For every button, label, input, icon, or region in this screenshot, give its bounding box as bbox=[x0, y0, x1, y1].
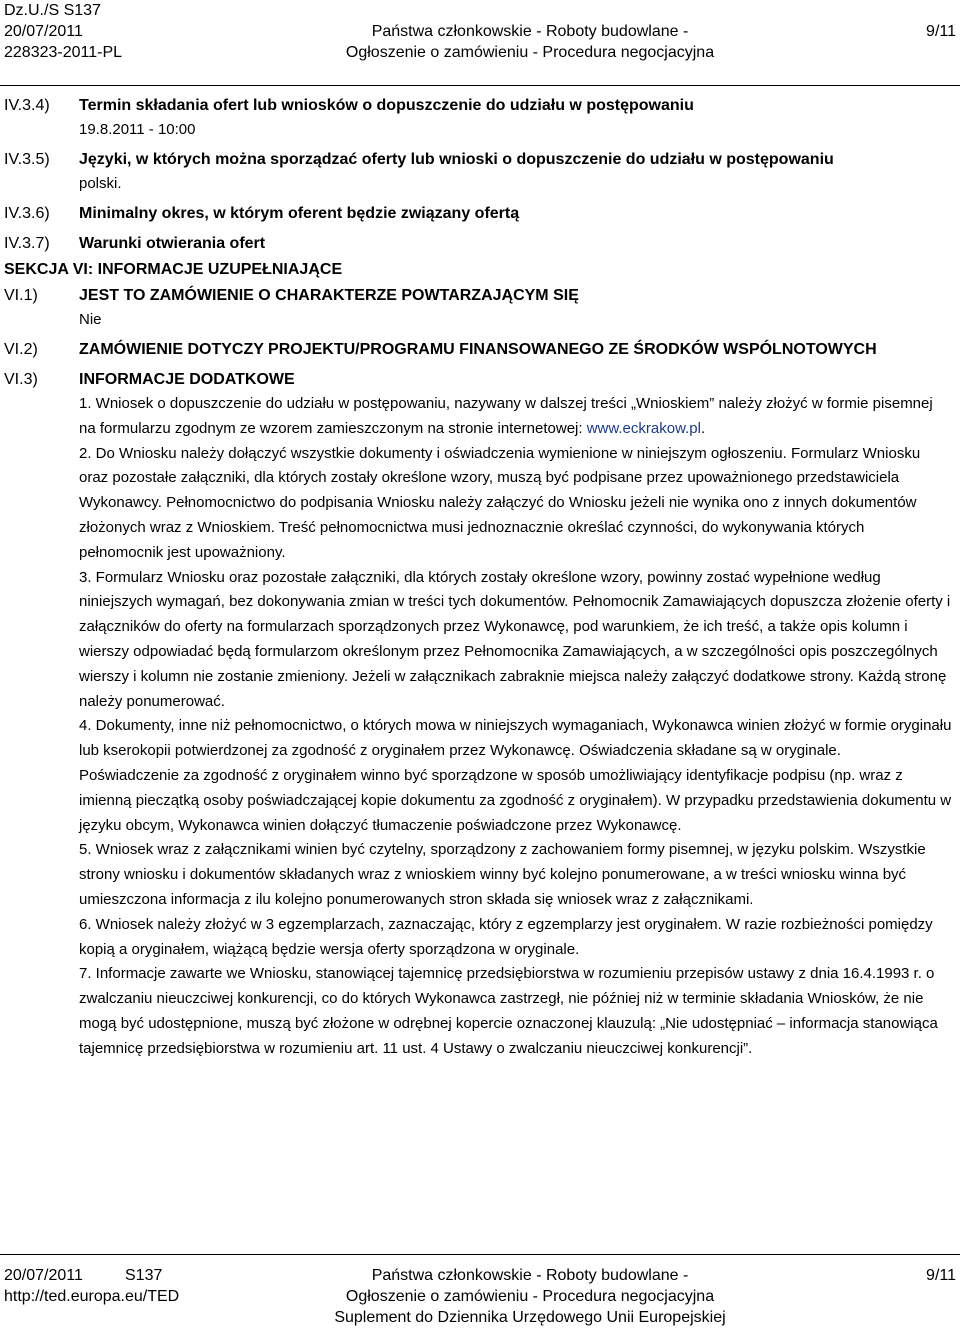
item-vi-2 bbox=[0, 338, 960, 362]
footer-procedure: Ogłoszenie o zamówieniu - Procedura negocjacyjna bbox=[345, 1288, 715, 1305]
paragraph-6: 6. Wniosek należy złożyć w 3 egzemplarzach, zaznaczając, który z egzemplarzy jest oryginałem. W razie rozbieżności pomiędzy kopią a oryginałem, wiążącą będzie wersja oferty sporządzona w oryginale. bbox=[79, 915, 933, 958]
item-number: VI.1) bbox=[4, 287, 38, 304]
header-left bbox=[4, 0, 122, 63]
paragraph-4: 4. Dokumenty, inne niż pełnomocnictwo, o których mowa w niniejszych wymaganiach, Wykonawca winien złożyć w formie oryginału lub kserokopii potwierdzonej za zgodność z oryginałem przez Wykonawcę. Oświadczenia składane są w oryginale. bbox=[79, 717, 952, 760]
header-divider bbox=[0, 85, 960, 86]
additional-info-text bbox=[79, 392, 952, 1062]
item-iv-3-5 bbox=[0, 148, 960, 196]
item-vi-3 bbox=[0, 368, 960, 1062]
section-title: SEKCJA VI: INFORMACJE UZUPEŁNIAJĄCE bbox=[4, 261, 343, 278]
item-iv-3-4 bbox=[0, 94, 960, 142]
item-iv-3-6 bbox=[0, 202, 960, 226]
footer-center bbox=[330, 1265, 730, 1328]
header-right bbox=[926, 0, 956, 42]
header-procedure: Ogłoszenie o zamówieniu - Procedura negocjacyjna bbox=[345, 44, 715, 61]
paragraph-3: 3. Formularz Wniosku oraz pozostałe załączniki, dla których zostały określone wzory, powinny zostać wypełnione według niniejszych wymagań, bez dokonywania zmian w treści tych dokumentów. Pełnomocnik Zamawiających dopuszcza złożenie oferty i załączników do oferty na formularzach sporządzonych przez Wykonawcę, pod warunkiem, że ich treść, a także opis kolumn i wierszy odpowiadać będą formularzom określonym przez Pełnomocnika Zamawiających, a w szczególności opis poszczególnych wierszy i kolumn nie zostanie zmieniony. Jeżeli w załącznikach zabraknie miejsca należy załączyć dodatkowe strony. Każdą stronę należy ponumerować. bbox=[79, 568, 951, 710]
publication-date: 20/07/2011 bbox=[4, 23, 83, 40]
header-category: Państwa członkowskie - Roboty budowlane - bbox=[371, 23, 689, 40]
paragraph-1: 1. Wniosek o dopuszczenie do udziału w postępowaniu, nazywany w dalszej treści „Wnioskiem” należy złożyć w formie pisemnej na formularzu zgodnym ze wzorem zamieszczonym na stronie internetowej: www.eckrakow.pl. bbox=[79, 395, 933, 437]
footer-supplement: Suplement do Dziennika Urzędowego Unii Europejskiej bbox=[334, 1309, 726, 1326]
item-title: Warunki otwierania ofert bbox=[79, 235, 266, 252]
header-center bbox=[330, 0, 730, 63]
item-value: Nie bbox=[79, 311, 102, 328]
footer-date: 20/07/2011 bbox=[4, 1267, 83, 1284]
item-title: Termin składania ofert lub wniosków o dopuszczenie do udziału w postępowaniu bbox=[79, 97, 694, 114]
item-number: IV.3.6) bbox=[4, 205, 50, 222]
page-number: 9/11 bbox=[926, 23, 956, 40]
paragraph-4b: Poświadczenie za zgodność z oryginałem winno być sporządzone w sposób umożliwiający identyfikacje podpisu (np. wraz z imienną pieczątką osoby poświadczającej kopie dokumentu za zgodność z oryginałem). W przypadku przedstawienia dokumentu w języku obcym, Wykonawca winien dołączyć tłumaczenie poświadczone przez Wykonawcę. bbox=[79, 766, 952, 834]
item-title: Minimalny okres, w którym oferent będzie związany ofertą bbox=[79, 205, 520, 222]
item-title: ZAMÓWIENIE DOTYCZY PROJEKTU/PROGRAMU FINANSOWANEGO ZE ŚRODKÓW WSPÓLNOTOWYCH bbox=[79, 341, 877, 358]
footer-page-number: 9/11 bbox=[926, 1267, 956, 1284]
item-title: Języki, w których można sporządzać oferty lub wnioski o dopuszczenie do udziału w postępowaniu bbox=[79, 151, 834, 168]
item-number: IV.3.5) bbox=[4, 151, 50, 168]
footer-url[interactable]: http://ted.europa.eu/TED bbox=[4, 1288, 180, 1305]
paragraph-7: 7. Informacje zawarte we Wniosku, stanowiącej tajemnicę przedsiębiorstwa w rozumieniu przepisów ustawy z dnia 16.4.1993 r. o zwalczaniu nieuczciwej konkurencji, co do których Wykonawca zastrzegł, nie później niż w terminie składania Wniosków, że nie mogą być udostępnione, muszą być złożone w odrębnej kopercie oznaczonej klauzulą: „Nie udostępniać – informacja stanowiąca tajemnicę przedsiębiorstwa w rozumieniu art. 11 ust. 4 Ustawy o zwalczaniu nieuczciwej konkurencji”. bbox=[79, 965, 938, 1057]
item-number: VI.3) bbox=[4, 371, 38, 388]
journal-ref: Dz.U./S S137 bbox=[4, 2, 101, 19]
footer-category: Państwa członkowskie - Roboty budowlane - bbox=[371, 1267, 689, 1284]
website-link[interactable]: www.eckrakow.pl bbox=[586, 419, 701, 437]
item-number: VI.2) bbox=[4, 341, 38, 358]
item-title: JEST TO ZAMÓWIENIE O CHARAKTERZE POWTARZAJĄCYM SIĘ bbox=[79, 287, 579, 304]
main-content bbox=[0, 94, 960, 1062]
item-value: polski. bbox=[79, 175, 122, 192]
item-number: IV.3.4) bbox=[4, 97, 50, 114]
item-vi-1 bbox=[0, 284, 960, 332]
paragraph-2: 2. Do Wniosku należy dołączyć wszystkie dokumenty i oświadczenia wymienione w niniejszym ogłoszeniu. Formularz Wniosku oraz pozostałe załączniki, dla których zostały określone wzory, muszą być podpisane przez upoważnionego przedstawiciela Wykonawcy. Pełnomocnictwo do podpisania Wniosku należy załączyć do Wniosku jeżeli nie wynika ono z innych dokumentów złożonych wraz z Wnioskiem. Treść pełnomocnictwa musi jednoznacznie określać czynności, do wykonywania których pełnomocnik jest upoważniony. bbox=[79, 444, 921, 561]
item-iv-3-7 bbox=[0, 232, 960, 256]
item-value: 19.8.2011 - 10:00 bbox=[79, 121, 196, 138]
item-title: INFORMACJE DODATKOWE bbox=[79, 371, 295, 388]
item-number: IV.3.7) bbox=[4, 235, 50, 252]
notice-number: 228323-2011-PL bbox=[4, 44, 123, 61]
paragraph-5: 5. Wniosek wraz z załącznikami winien być czytelny, sporządzony z zachowaniem formy pisemnej, w języku polskim. Wszystkie strony wniosku i dokumentów składanych wraz z wnioskiem winny być kolejno ponumerowane, a w treści wniosku winna być umieszczona informacja z ilu kolejno ponumerowanych stron składa się wniosek wraz z załącznikami. bbox=[79, 841, 926, 908]
footer-code: S137 bbox=[125, 1267, 163, 1284]
footer-divider bbox=[0, 1254, 960, 1255]
